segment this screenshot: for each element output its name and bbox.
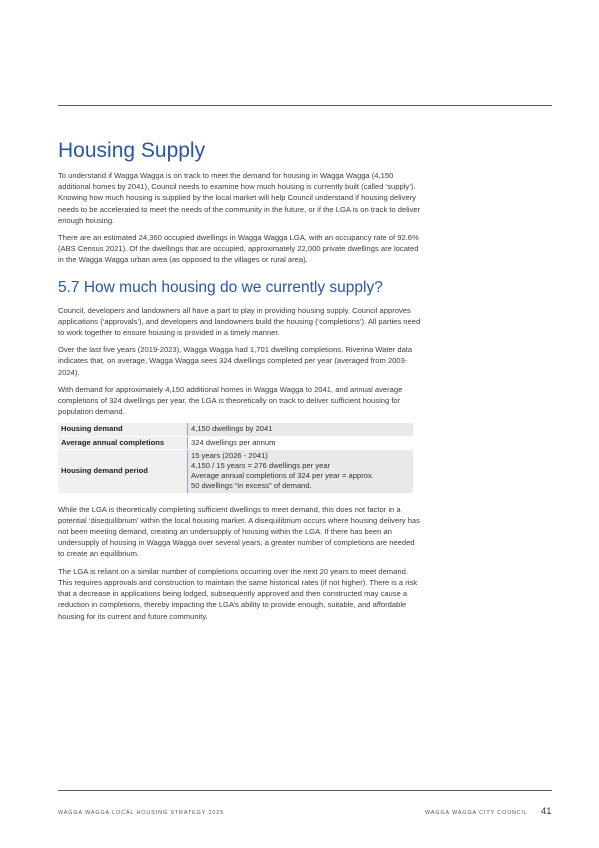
table-row [58,449,413,493]
header-rule [58,105,552,106]
intro-paragraph: To understand if Wagga Wagga is on track to meet the demand for housing in Wagga Wagga (4,150 additional homes by 2041), Council needs to examine how much housing is currently built (called ‘supply’). Knowing how much housing is supplied by the local market will help Council understand if housing delivery needs to be accelerated to meet the needs of the community in the future, or if the LGA is on track to deliver enough housing. [58,171,421,225]
footer-rule [58,790,552,791]
section-heading: 5.7 How much housing do we currently supply? [58,278,383,296]
value-line: 4,150 dwellings by 2041 [191,424,273,434]
value-line: 15 years (2026 - 2041) [191,450,268,460]
row-label: Housing demand period [58,449,188,493]
footer-document-title: WAGGA WAGGA LOCAL HOUSING STRATEGY 2025 [58,810,225,816]
housing-summary-table [58,423,413,493]
value-line: Average annual completions of 324 per year = approx. [191,471,374,481]
row-value [188,449,414,493]
closing-paragraph: The LGA is reliant on a similar number of completions occurring over the next 20 years to meet demand. This requires approvals and construction to maintain the same historical rates (if not higher). There is a risk that a decrease in applications being lodged, subsequently approved and then constructed may cause a reduction in completions, thereby impacting the LGA’s ability to provide enough, suitable, and affordable housing for its current and future community. [58,566,418,621]
closing-paragraph: While the LGA is theoretically completing sufficient dwellings to meet demand, this does not factor in a potential ‘disequilibrium’ within the local housing market. A disequilibrium occurs where housing delivery has not been meeting demand, creating an undersupply of housing within the LGA. If there has been an undersupply of housing in Wagga Wagga over several years, a greater number of completions are needed to create an equilibrium. [58,504,420,559]
page-number: 41 [541,806,552,817]
value-line: 4,150 / 15 years = 276 dwellings per year [191,461,331,471]
row-value [188,436,414,449]
table-row [58,436,413,449]
row-value [188,423,414,436]
table-row [58,423,413,436]
footer-organisation: WAGGA WAGGA CITY COUNCIL [425,810,528,816]
section-paragraph: Council, developers and landowners all have a part to play in providing housing supply. Council approves applications (‘approvals’), and developers and landowners build the housing (‘completions’). All parties need to work together to ensure housing is provided in a timely manner. [58,305,421,338]
row-label: Housing demand [58,423,188,436]
section-paragraph: With demand for approximately 4,150 additional homes in Wagga Wagga to 2041, and annual average completions of 324 dwellings per year, the LGA is theoretically on track to deliver sufficient housing for population demand. [58,384,403,417]
page-content [58,138,422,628]
page-title: Housing Supply [58,139,206,162]
intro-paragraph: There are an estimated 24,360 occupied dwellings in Wagga Wagga LGA, with an occupancy rate of 92.6% (ABS Census 2021). Of the dwellings that are occupied, approximately 22,000 private dwellings are located in the Wagga Wagga urban area (as opposed to the villages or rural area). [58,233,419,265]
row-label: Average annual completions [58,436,188,449]
value-line: 324 dwellings per annum [191,437,276,447]
section-paragraph: Over the last five years (2019-2023), Wagga Wagga had 1,701 dwelling completions. Riverina Water data indicates that, on average, Wagga Wagga sees 324 dwellings completed per year (averaged from 2003-2024). [58,345,413,377]
value-line: 50 dwellings “in excess” of demand. [191,481,312,491]
